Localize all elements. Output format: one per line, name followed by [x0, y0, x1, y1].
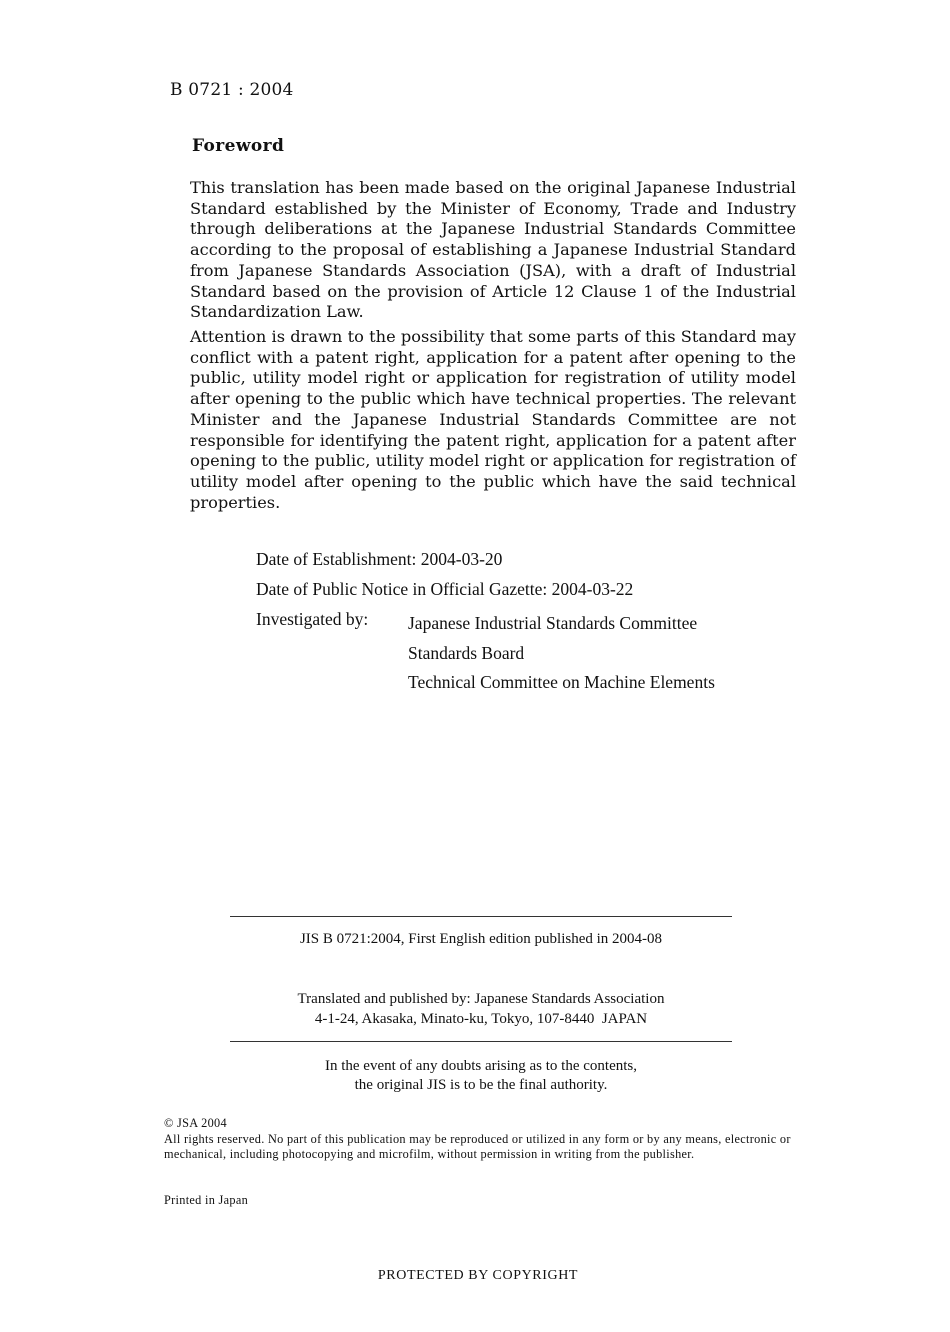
- foreword-paragraph-2: Attention is drawn to the possibility that some parts of this Standard may conflict with a patent right, application for a patent after opening to the public, utility model right or application for registration of utility model after opening to the public which have technical properties. The relevant Minister and the Japanese Industrial Standards Committee are not responsible for identifying the patent right, application for a patent after opening to the public, utility model right or application for registration of utility model after opening to the public which have the said technical properties.: [190, 327, 796, 512]
- foreword-paragraph-1: This translation has been made based on the original Japanese Industrial Standard established by the Minister of Economy, Trade and Industry through deliberations at the Japanese Industrial Standards Committee according to the proposal of establishing a Japanese Industrial Standard from Japanese Standards Association (JSA), with a draft of Industrial Standard based on the provision of Article 12 Clause 1 of the Industrial Standardization Law.: [190, 178, 796, 322]
- copyright-symbol-line: © JSA 2004: [164, 1116, 227, 1130]
- investigated-by-line: Technical Committee on Machine Elements: [408, 672, 715, 692]
- publisher-line: Translated and published by: Japanese Standards Association: [297, 991, 665, 1007]
- edition-line: JIS B 0721:2004, First English edition published in 2004-08: [299, 931, 663, 947]
- printed-in: Printed in Japan: [164, 1193, 249, 1207]
- authority-notice-line: the original JIS is to be the final authority.: [354, 1077, 608, 1093]
- authority-notice: [230, 1057, 732, 1095]
- publisher-block: [230, 989, 732, 1029]
- authority-notice-line: In the event of any doubts arising as to the contents,: [324, 1058, 637, 1074]
- copyright-block: [164, 1116, 794, 1163]
- investigated-by-list: [408, 609, 715, 698]
- rights-statement: All rights reserved. No part of this publication may be reproduced or utilized in any form or by any means, electronic or mechanical, including photocopying and microfilm, without permission in writing from the publisher.: [164, 1131, 791, 1161]
- investigated-by-line: Standards Board: [408, 642, 525, 663]
- divider-top: [230, 916, 732, 917]
- foreword-title: Foreword: [192, 136, 285, 156]
- standard-code: B 0721 : 2004: [170, 80, 294, 100]
- publisher-address: 4-1-24, Akasaka, Minato-ku, Tokyo, 107-8440 JAPAN: [314, 1011, 648, 1027]
- date-of-establishment: Date of Establishment: 2004-03-20: [256, 549, 503, 569]
- investigated-by-line: Japanese Industrial Standards Committee: [408, 613, 698, 633]
- divider-bottom: [230, 1041, 732, 1042]
- investigated-by-label: Investigated by:: [256, 609, 369, 629]
- date-of-public-notice: Date of Public Notice in Official Gazette: 2004-03-22: [256, 579, 634, 599]
- protected-footer: PROTECTED BY COPYRIGHT: [377, 1268, 579, 1283]
